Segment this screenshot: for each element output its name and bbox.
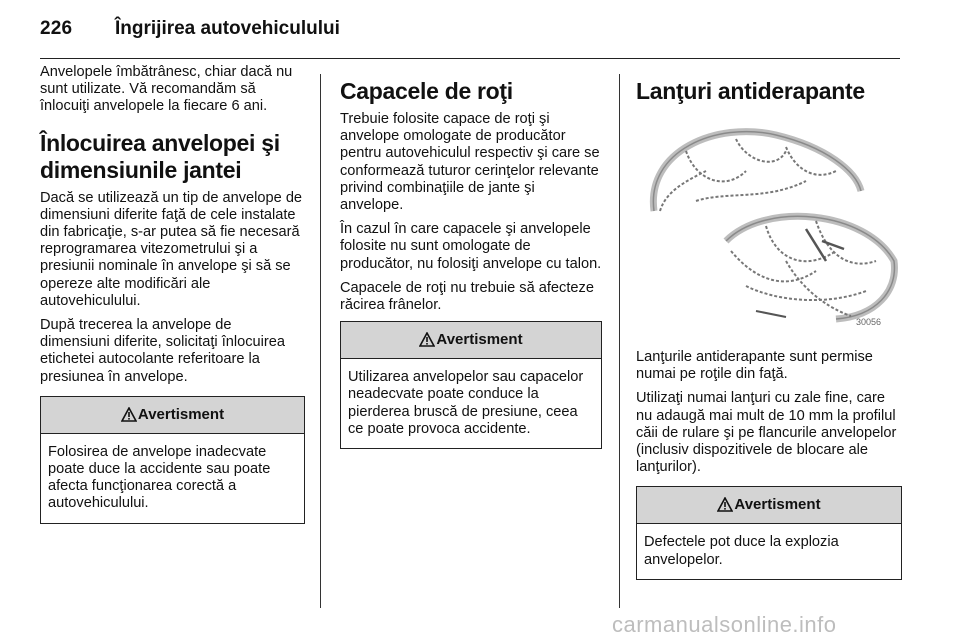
warning-title: Avertisment [436, 331, 523, 349]
section-heading-wheel-covers: Capacele de roţi [340, 78, 513, 104]
section-heading-tire-replacement: Înlocuirea anvelopei şi dimensiunile jantei [40, 129, 280, 183]
warning-triangle-icon [121, 407, 137, 422]
warning-triangle-icon [419, 332, 435, 347]
paragraph: Trebuie folosite capace de roţi şi anvelope omologate de producător pentru autovehiculul respectiv şi care se conformează tuturor cerinţelor relevante privind combinaţiile de jante şi anvelope. [340, 111, 600, 214]
paragraph: După trecerea la anvelope de dimensiuni diferite, solicitaţi înlocuirea etichetei autocolante referitoare la presiunea în anvelope. [40, 317, 285, 385]
snow-chains-illustration [636, 111, 900, 335]
warning-box [340, 321, 602, 449]
snow-chains-drawing [636, 111, 900, 335]
figure-number: 30056 [856, 317, 882, 327]
column-2 [340, 64, 602, 449]
column-3 [636, 64, 902, 580]
warning-body [41, 434, 304, 523]
warning-text: Defectele pot duce la explozia anvelopelor. [644, 534, 839, 568]
column-1 [40, 64, 305, 524]
warning-title: Avertisment [734, 496, 821, 514]
warning-body [341, 359, 601, 448]
warning-body [637, 524, 901, 578]
paragraph: Capacele de roţi nu trebuie să afecteze răcirea frânelor. [340, 279, 594, 314]
warning-box [636, 486, 902, 579]
page-title: Îngrijirea autovehiculului [115, 18, 340, 39]
warning-box [40, 396, 305, 524]
column-divider [320, 74, 321, 608]
paragraph: Lanţurile antiderapante sunt permise numai pe roţile din faţă. [636, 349, 873, 383]
paragraph: Utilizaţi numai lanţuri cu zale fine, care nu adaugă mai mult de 10 mm la profilul căii de rulare şi pe flancurile anvelopelor (inclusiv dispozitivele de blocare ale lanţurilor). [636, 390, 897, 476]
warning-title: Avertisment [137, 405, 225, 423]
column-divider [619, 74, 620, 608]
warning-triangle-icon [717, 497, 733, 512]
paragraph: În cazul în care capacele şi anvelopele folosite nu sunt omologate de producător, nu folosiţi anvelope cu talon. [340, 221, 602, 272]
warning-text: Folosirea de anvelope inadecvate poate duce la accidente sau poate afecta funcţionarea corectă a autovehiculului. [48, 443, 271, 512]
header-divider [40, 58, 900, 59]
section-heading-snow-chains: Lanţuri antiderapante [636, 78, 865, 104]
paragraph: Dacă se utilizează un tip de anvelope de dimensiuni diferite faţă de cele instalate din fabricaţie, s-ar putea să fie necesară reprogramarea vitezometrului şi a presiunii nominale în anvelope şi să se opereze alte modificări ale autovehiculului. [40, 189, 303, 309]
warning-header [637, 487, 901, 524]
warning-header [41, 397, 304, 434]
watermark: carmanualsonline.info [612, 612, 837, 637]
intro-paragraph: Anvelopele îmbătrânesc, chiar dacă nu sunt utilizate. Vă recomandăm să înlocuiţi anvelopele la fiecare 6 ani. [40, 64, 293, 115]
page-header [40, 14, 900, 50]
page-number: 226 [40, 18, 73, 39]
warning-header [341, 322, 601, 359]
warning-text: Utilizarea anvelopelor sau capacelor neadecvate poate conduce la pierderea bruscă de presiune, ceea ce poate provoca accidente. [348, 369, 584, 437]
